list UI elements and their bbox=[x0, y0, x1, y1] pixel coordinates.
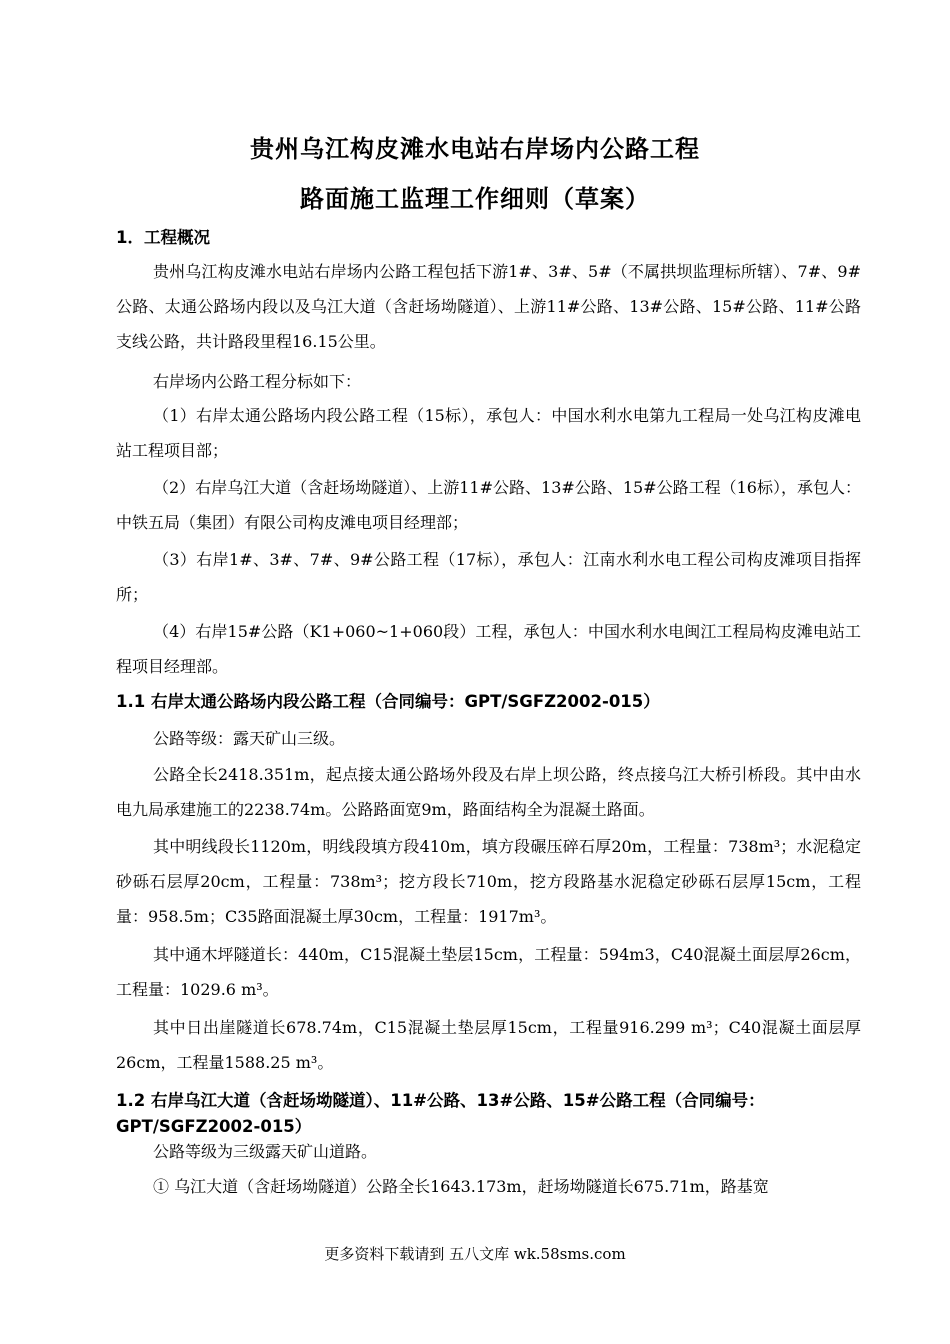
section-1-2-paragraph-grade: 公路等级为三级露天矿山道路。 bbox=[153, 1142, 378, 1161]
section-1-1-paragraph-richuya-tunnel: 其中日出崖隧道长678.74m，C15混凝土垫层厚15cm，工程量916.299 m³；C40混凝土面层厚26cm，工程量1588.25 m³。 bbox=[116, 1018, 861, 1072]
section-1-1-heading: 1.1 右岸太通公路场内段公路工程（合同编号：GPT/SGFZ2002-015） bbox=[116, 692, 660, 711]
section-1-1-paragraph-open-line: 其中明线段长1120m，明线段填方段410m，填方段碾压碎石厚20m，工程量：738m³；水泥稳定砂砾石层厚20cm，工程量：738m³；挖方段长710m，挖方段路基水泥稳定砂砾石层厚15cm，工程量：958.5m；C35路面混凝土厚30cm，工程量：1917m³。 bbox=[116, 837, 861, 926]
section-1-1-paragraph-length: 公路全长2418.351m，起点接太通公路场外段及右岸上坝公路，终点接乌江大桥引桥段。其中由水电九局承建施工的2238.74m。公路路面宽9m，路面结构全为混凝土路面。 bbox=[116, 765, 861, 819]
section-1-1-paragraph-grade: 公路等级：露天矿山三级。 bbox=[153, 729, 346, 748]
section-1-paragraph-bid-17: （3）右岸1#、3#、7#、9#公路工程（17标），承包人：江南水利水电工程公司构皮滩项目指挥所； bbox=[116, 550, 861, 604]
section-1-paragraph-bid-15: （1）右岸太通公路场内段公路工程（15标），承包人：中国水利水电第九工程局一处乌江构皮滩电站工程项目部； bbox=[116, 406, 861, 460]
section-1-paragraph-bid-intro: 右岸场内公路工程分标如下： bbox=[153, 372, 362, 391]
section-1-2-heading: 1.2 右岸乌江大道（含赶场坳隧道）、11#公路、13#公路、15#公路工程（合同编号：GPT/SGFZ2002-015） bbox=[116, 1091, 765, 1136]
document-title-line1: 贵州乌江构皮滩水电站右岸场内公路工程 bbox=[250, 135, 700, 163]
section-1-1-paragraph-tongmuping-tunnel: 其中通木坪隧道长：440m，C15混凝土垫层15cm，工程量：594m3，C40混凝土面层厚26cm，工程量：1029.6 m³。 bbox=[116, 945, 861, 999]
section-1-paragraph-overview: 贵州乌江构皮滩水电站右岸场内公路工程包括下游1#、3#、5#（不属拱坝监理标所辖）、7#、9#公路、太通公路场内段以及乌江大道（含赶场坳隧道）、上游11#公路、13#公路、15#公路、11#公路支线公路，共计路段里程16.15公里。 bbox=[116, 262, 861, 351]
page-footer: 更多资料下载请到 五八文库 wk.58sms.com bbox=[324, 1245, 626, 1263]
section-1-paragraph-bid-16: （2）右岸乌江大道（含赶场坳隧道）、上游11#公路、13#公路、15#公路工程（16标），承包人：中铁五局（集团）有限公司构皮滩电项目经理部； bbox=[116, 478, 861, 532]
section-1-heading: 1．工程概况 bbox=[116, 228, 210, 247]
document-title-line2: 路面施工监理工作细则（草案） bbox=[300, 185, 650, 213]
section-1-paragraph-bid-15-k1: （4）右岸15#公路（K1+060~1+060段）工程，承包人：中国水利水电闽江工程局构皮滩电站工程项目经理部。 bbox=[116, 622, 861, 676]
section-1-2-paragraph-wujiang-avenue: ① 乌江大道（含赶场坳隧道）公路全长1643.173m，赶场坳隧道长675.71m，路基宽 bbox=[153, 1177, 769, 1196]
